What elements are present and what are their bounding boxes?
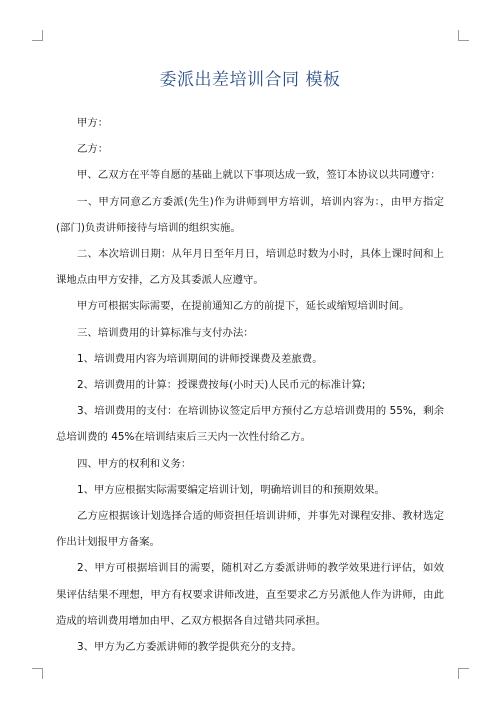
document-title: 委派出差培训合同 模板 bbox=[159, 70, 341, 90]
clause-1-paragraph: 一、甲方同意乙方委派(先生)作为讲师到甲方培训，培训内容为：，由甲方指定(部门)负责讲师接待与培训的组织实施。 bbox=[56, 195, 444, 234]
clause-4-item-1: 1、甲方应根据实际需要编定培训计划，明确培训目的和预期效果。 bbox=[77, 483, 385, 496]
crop-mark-top-left bbox=[32, 30, 43, 41]
party-a-line: 甲方： bbox=[77, 117, 109, 129]
document-body bbox=[56, 110, 444, 660]
clause-3-item-3: 3、培训费用的支付：在培训协议签定后甲方预付乙方总培训费用的 55%，剩余总培训费的 45%在培训结束后三天内一次性付给乙方。 bbox=[56, 405, 444, 444]
clause-2-paragraph: 二、本次培训日期：从年月日至年月日，培训总时数为小时，具体上课时间和上课地点由甲方安排，乙方及其委派人应遵守。 bbox=[56, 248, 444, 287]
party-b-line: 乙方： bbox=[77, 143, 109, 156]
clause-4-heading: 四、甲方的权利和义务： bbox=[77, 457, 192, 470]
crop-mark-bottom-left bbox=[32, 668, 43, 679]
clause-4-item-2: 2、甲方可根据培训目的需要，随机对乙方委派讲师的教学效果进行评估，如效果评估结果不理想，甲方有权要求讲师改进，直至要求乙方另派他人作为讲师，由此造成的培训费用增加由甲、乙双方根据各自过错共同承担。 bbox=[56, 562, 444, 627]
clause-3-heading: 三、培训费用的计算标准与支付办法： bbox=[77, 326, 254, 339]
preamble-paragraph: 甲、乙双方在平等自愿的基础上就以下事项达成一致，签订本协议以共同遵守： bbox=[77, 169, 441, 182]
clause-2-note-paragraph: 甲方可根据实际需要，在提前通知乙方的前提下，延长或缩短培训时间。 bbox=[77, 300, 410, 313]
crop-mark-top-right bbox=[458, 30, 469, 41]
crop-mark-bottom-right bbox=[458, 668, 469, 679]
clause-4-item-3: 3、甲方为乙方委派讲师的教学提供充分的支持。 bbox=[77, 641, 302, 654]
clause-4-item-1-note: 乙方应根据该计划选择合适的师资担任培训讲师，并事先对课程安排、教材选定作出计划报甲方备案。 bbox=[56, 510, 444, 549]
clause-3-item-2: 2、培训费用的计算：授课费按每(小时天)人民币元的标准计算; bbox=[77, 379, 366, 392]
clause-3-item-1: 1、培训费用内容为培训期间的讲师授课费及差旅费。 bbox=[77, 352, 323, 365]
